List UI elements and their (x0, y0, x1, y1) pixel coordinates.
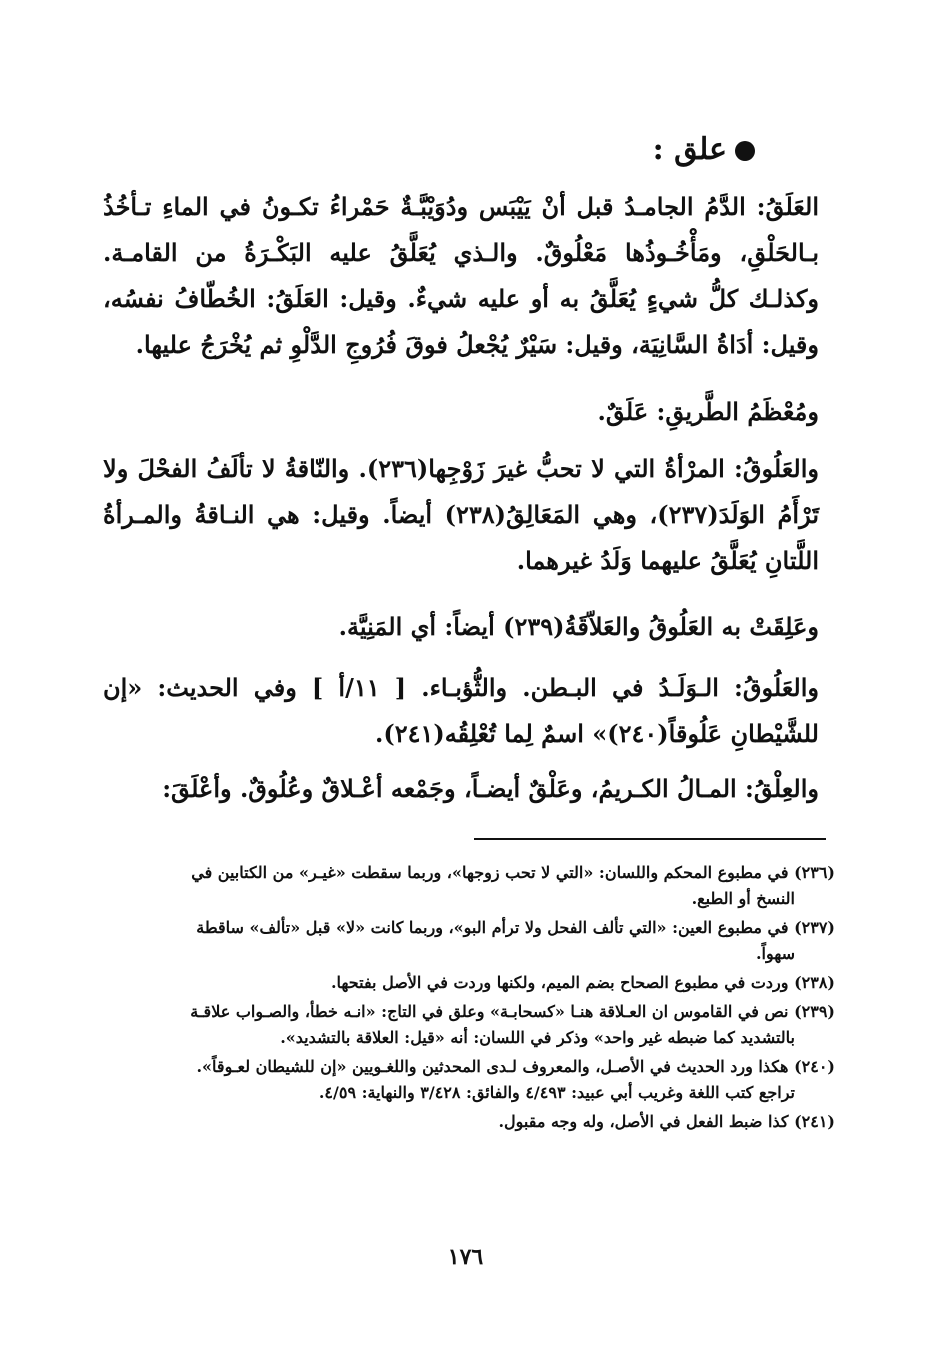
footnote (101, 970, 835, 996)
footnote-separator (474, 838, 826, 840)
paragraph: ومُعْظَمُ الطَّريقِ: عَلَقٌ. (597, 397, 819, 426)
paragraph: العَلَقُ: الدَّمُ الجامـدُ قبل أنْ يَيْبَس ودُوَيْبَّـةٌ حَمْراءُ تكـونُ في الماءِ تـأخُذُ بـالحَلْقِ، ومَأْخُـوذُها مَعْلُوقٌ. والـذي يُعَلَّقُ عليه البَكْـرَةُ من القامـة. وكذلـك كلُّ شيءٍ يُعَلَّقُ به أو عليه شيءٌ. وقيل: العَلَقُ: الخُطّافُ نفسُه، وقيل: أدَاةُ السَّانِيَة، وقيل: سَيْرٌ يُجْعلُ فوقَ فُرُوجِ الدَّلْوِ ثم يُخْرَجُ عليها. (103, 192, 819, 359)
footnote-continuation: تراجع كتب اللغة وغريب أبي عبيد: ٤/٤٩٣ والفائق: ٣/٤٢٨ والنهاية: ٤/٥٩. (318, 1083, 795, 1102)
page-number: ١٧٦ (447, 1244, 484, 1270)
paragraph: والعَلُوقُ: الـوَلَـدُ في البـطن. والثُّؤبـاء. [ ١١/أ ] وفي الحديث: «إن للشَّيْطانِ عَلُوقاً(٢٤٠)» اسمٌ لِما تُعْلِقُه(٢٤١). (103, 673, 819, 748)
footnote (101, 999, 835, 1051)
entry-heading-text: علق : (652, 132, 727, 167)
footnote-text: (٢٣٩) نص في القاموس ان العـلاقة هنـا «كسحابـة» وعلق في التاج: «انـه خطأ، والصـواب علاقـة (190, 1002, 835, 1021)
footnote (101, 1054, 835, 1106)
footnote-text: (٢٣٨) وردت في مطبوع الصحاح بضم الميم، ولكنها وردت في الأصل بفتحها. (330, 973, 835, 992)
footnote (101, 1109, 835, 1135)
footnote-text: (٢٤٠) هكذا ورد الحديث في الأصـل، والمعروف لـدى المحدثين واللغـويين «إن للشيطان لعـوقاً». (196, 1057, 835, 1076)
bullet-icon (735, 141, 755, 161)
footnote-text: (٢٣٧) في مطبوع العين: «التي تألف الفحل ولا ترأم البو»، وربما كانت «لا» قبل «تألف» ساقطة (196, 918, 835, 937)
footnote-text: (٢٣٦) في مطبوع المحكم واللسان: «التي لا تحب زوجها»، وربما سقطت «غيـر» من الكتابين في (191, 863, 835, 882)
footnote-continuation: سهواً. (755, 944, 795, 963)
footnote (101, 915, 835, 967)
footnote-continuation: النسخ أو الطبع. (691, 889, 795, 908)
paragraph: وعَلِقَتْ به العَلُوقُ والعَلاّقَةُ(٢٣٩) أيضاً: أي المَنِيَّة. (338, 612, 819, 641)
footnote-continuation: بالتشديد كما ضبطه غير واحد» وذكر في اللسان: أنه «قيل: العلاقة بالتشديد». (280, 1028, 795, 1047)
entry-heading (653, 130, 755, 170)
footnote (101, 860, 835, 912)
footnote-text: (٢٤١) كذا ضبط الفعل في الأصل، وله وجه مقبول. (498, 1112, 835, 1131)
footnotes (101, 860, 835, 1138)
paragraph: والعَلُوقُ: المرْأةُ التي لا تحبُّ غيرَ زَوْجِها(٢٣٦). والنّاقةُ لا تألَفُ الفحْلَ ولا تَرْأَمُ الوَلَدَ(٢٣٧)، وهي المَعَالِقُ(٢٣٨) أيضاً. وقيل: هي النـاقةُ والمـرأةُ اللَّتانِ يُعَلَّقُ عليهما وَلَدُ غيرهما. (103, 454, 819, 575)
paragraph: والعِلْقُ: المـالُ الكـريمُ، وعَلْقٌ أيضـاً، وجَمْعه أعْـلاقٌ وعُلُوقٌ. وأعْلَقَ: (162, 774, 819, 803)
